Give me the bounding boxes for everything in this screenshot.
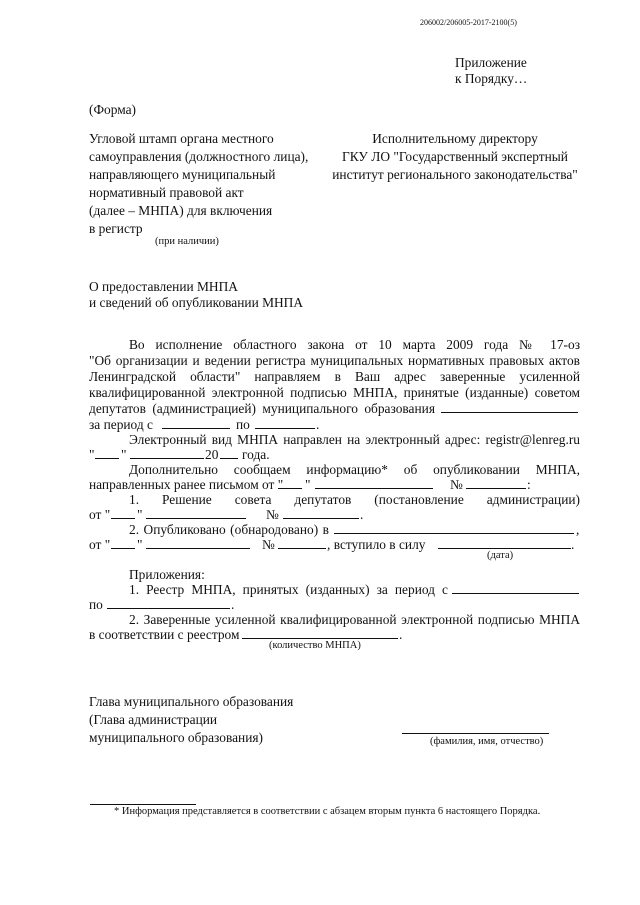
body-p1-line5: депутатов (администрацией) муниципального образования <box>89 401 435 416</box>
addressee-block <box>330 130 580 184</box>
publication-number-blank <box>278 548 326 549</box>
date-note: (дата) <box>487 550 514 561</box>
decision-number-blank <box>283 518 359 519</box>
body-p1-line1: Во исполнение областного закона от 10 марта 2009 года № 17-оз <box>129 337 580 352</box>
name-note: (фамилия, имя, отчество) <box>430 736 544 747</box>
registry-to-blank <box>107 608 230 609</box>
letter-month-blank <box>315 488 433 489</box>
letter-number-blank <box>466 488 526 489</box>
stamp-line: направляющего муниципальный <box>89 167 276 182</box>
period-to-label: по <box>236 417 250 432</box>
body-p3-line1: Дополнительно сообщаем информацию* об опубликовании МНПА, <box>129 462 580 477</box>
subject-line-2: и сведений об опубликовании МНПА <box>89 295 304 310</box>
effective-date-blank <box>438 548 571 549</box>
letter-day-blank <box>278 488 302 489</box>
stamp-block <box>89 130 308 238</box>
item2-line1: 2. Опубликовано (обнародовано) в <box>129 522 329 537</box>
period-to-blank <box>255 428 315 429</box>
form-label: (Форма) <box>89 102 137 117</box>
signature-name-blank <box>402 733 549 734</box>
attachment2-line2: в соответствии с реестром <box>89 627 240 642</box>
appendix-subtitle: к Порядку… <box>455 71 528 86</box>
email-year-blank <box>220 458 238 459</box>
count-blank <box>242 638 398 639</box>
body-p1-line3: Ленинградской области" направляем в Ваш адрес заверенные усиленной <box>89 369 580 384</box>
stamp-line: Угловой штамп органа местного <box>89 131 274 146</box>
addressee-line: Исполнительному директору <box>372 131 538 146</box>
stamp-line: самоуправления (должностного лица), <box>89 149 309 164</box>
signature-block <box>89 693 293 747</box>
decision-day-blank <box>111 518 135 519</box>
addressee-line: институт регионального законодательства" <box>332 167 578 182</box>
publication-month-blank <box>146 548 250 549</box>
stamp-line: (далее – МНПА) для включения <box>89 203 273 218</box>
stamp-line: в регистр <box>89 221 143 236</box>
body-p1-line4: квалифицированной электронной подписью МНПА, принятые (изданные) советом <box>89 385 580 400</box>
document-number: 206002/206005-2017-2100(5) <box>420 18 517 27</box>
period-from-label: за период с <box>89 417 153 432</box>
stamp-line: нормативный правовой акт <box>89 185 244 200</box>
subject-line-1: О предоставлении МНПА <box>89 279 238 294</box>
appendix-title: Приложение <box>455 55 527 70</box>
signature-line: (Глава администрации <box>89 712 218 727</box>
municipality-blank <box>441 412 578 413</box>
footnote: * Информация представляется в соответствии с абзацем вторым пункта 6 настоящего Порядка. <box>114 806 541 817</box>
stamp-note: (при наличии) <box>155 236 219 247</box>
email-month-blank <box>130 458 204 459</box>
registry-from-blank <box>452 593 579 594</box>
publication-day-blank <box>111 548 135 549</box>
signature-line: Глава муниципального образования <box>89 694 294 709</box>
item1-line1: 1. Решение совета депутатов (постановление администрации) <box>129 492 580 507</box>
attachments-title: Приложения: <box>129 567 205 582</box>
body-p2-line1: Электронный вид МНПА направлен на электронный адрес: registr@lenreg.ru <box>129 432 580 447</box>
body-p1-line2: "Об организации и ведении регистра муниципальных нормативных правовых актов <box>89 353 580 368</box>
footnote-divider <box>90 804 196 805</box>
decision-month-blank <box>146 518 246 519</box>
signature-line: муниципального образования) <box>89 730 264 745</box>
attachment2-line1: 2. Заверенные усиленной квалифицированной электронной подписью МНПА <box>129 612 580 627</box>
attachment1-line1: 1. Реестр МНПА, принятых (изданных) за период с <box>129 582 448 597</box>
count-note: (количество МНПА) <box>269 640 361 651</box>
source-blank <box>334 533 574 534</box>
addressee-line: ГКУ ЛО "Государственный экспертный <box>342 149 568 164</box>
period-from-blank <box>162 428 230 429</box>
email-day-blank <box>95 458 119 459</box>
